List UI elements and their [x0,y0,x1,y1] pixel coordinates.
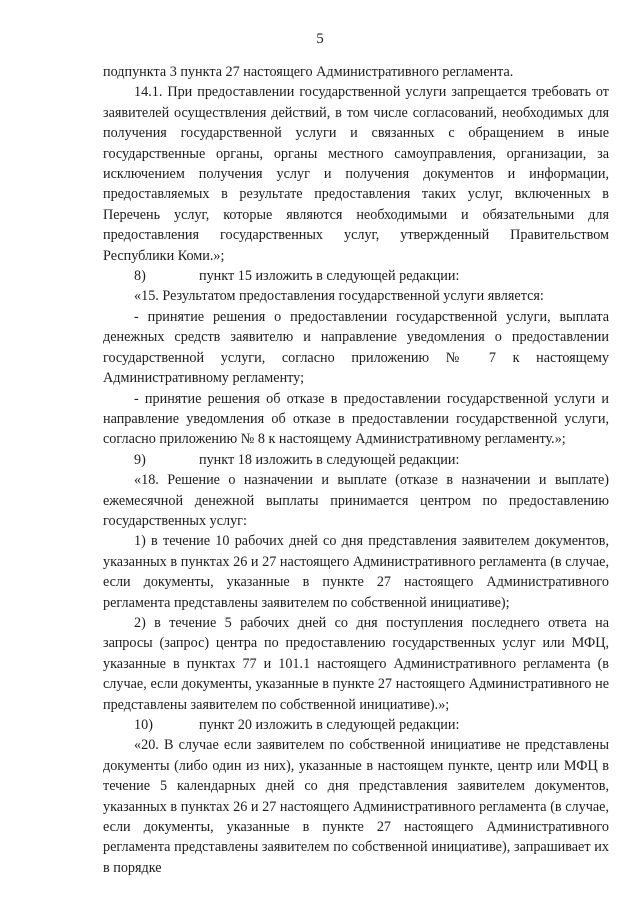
paragraph: 1) в течение 10 рабочих дней со дня представления заявителем документов, указанных в пунктах 26 и 27 настоящего Административного регламента (в случае, если документы, указанные в пункте 27 настоящего Административного регламента представлены заявителем по собственной инициативе); [103,533,609,611]
paragraph: 14.1. При предоставлении государственной услуги запрещается требовать от заявителей осуществления действий, в том числе согласований, необходимых для получения государственной услуги и связанных с обращением в иные государственные органы, органы местного самоуправления, организации, за исключением получения услуг и получения документов и информации, предоставляемых в результате предоставления таких услуг, включенных в Перечень услуг, которые являются необходимыми и обязательными для предоставления государственных услуг, утвержденный Правительством Республики Коми.»; [103,84,609,264]
list-item [103,715,609,735]
list-item [103,266,609,286]
list-item [103,450,609,470]
paragraph: «20. В случае если заявителем по собственной инициативе не представлены документы (либо один из них), указанные в настоящем пункте, центр или МФЦ в течение 5 календарных дней со дня представления заявителем документов, указанных в пунктах 26 и 27 настоящего Административного регламента (в случае, если документы, указанные в пункте 27 настоящего Административного регламента представлены заявителем по собственной инициативе), запрашивает их в порядке [103,737,609,876]
item-number: 8) [134,268,146,285]
document-body [103,62,609,878]
paragraph: подпункта 3 пункта 27 настоящего Административного регламента. [103,64,514,80]
paragraph: 2) в течение 5 рабочих дней со дня поступления последнего ответа на запросы (запрос) центра по предоставлению государственных услуг или МФЦ, указанные в пунктах 77 и 101.1 настоящего Административного регламента (в случае, если документы, указанные в пункте 27 настоящего Административного не представлены заявителем по собственной инициативе).»; [103,614,609,713]
item-number: 10) [134,717,153,733]
item-text: пункт 18 изложить в следующей редакции: [199,451,460,468]
item-text: пункт 15 изложить в следующей редакции: [199,268,460,285]
paragraph: «18. Решение о назначении и выплате (отказе в назначении и выплате) ежемесячной денежной выплаты принимается центром по предоставлению государственных услуг: [103,472,609,529]
paragraph: - принятие решения о предоставлении государственной услуги, выплата денежных средств заявителю и направление уведомления о предоставлении государственной услуги, согласно приложению № 7 к настоящему Административному регламенту; [103,308,609,387]
item-text: пункт 20 изложить в следующей редакции: [199,717,460,733]
paragraph: - принятие решения об отказе в предоставлении государственной услуги и направление уведомления об отказе в предоставлении государственной услуги, согласно приложению № 8 к настоящему Административному регламенту.»; [103,390,609,448]
paragraph: «15. Результатом предоставления государственной услуги является: [134,288,544,305]
page-number: 5 [316,31,324,47]
item-number: 9) [134,451,146,468]
